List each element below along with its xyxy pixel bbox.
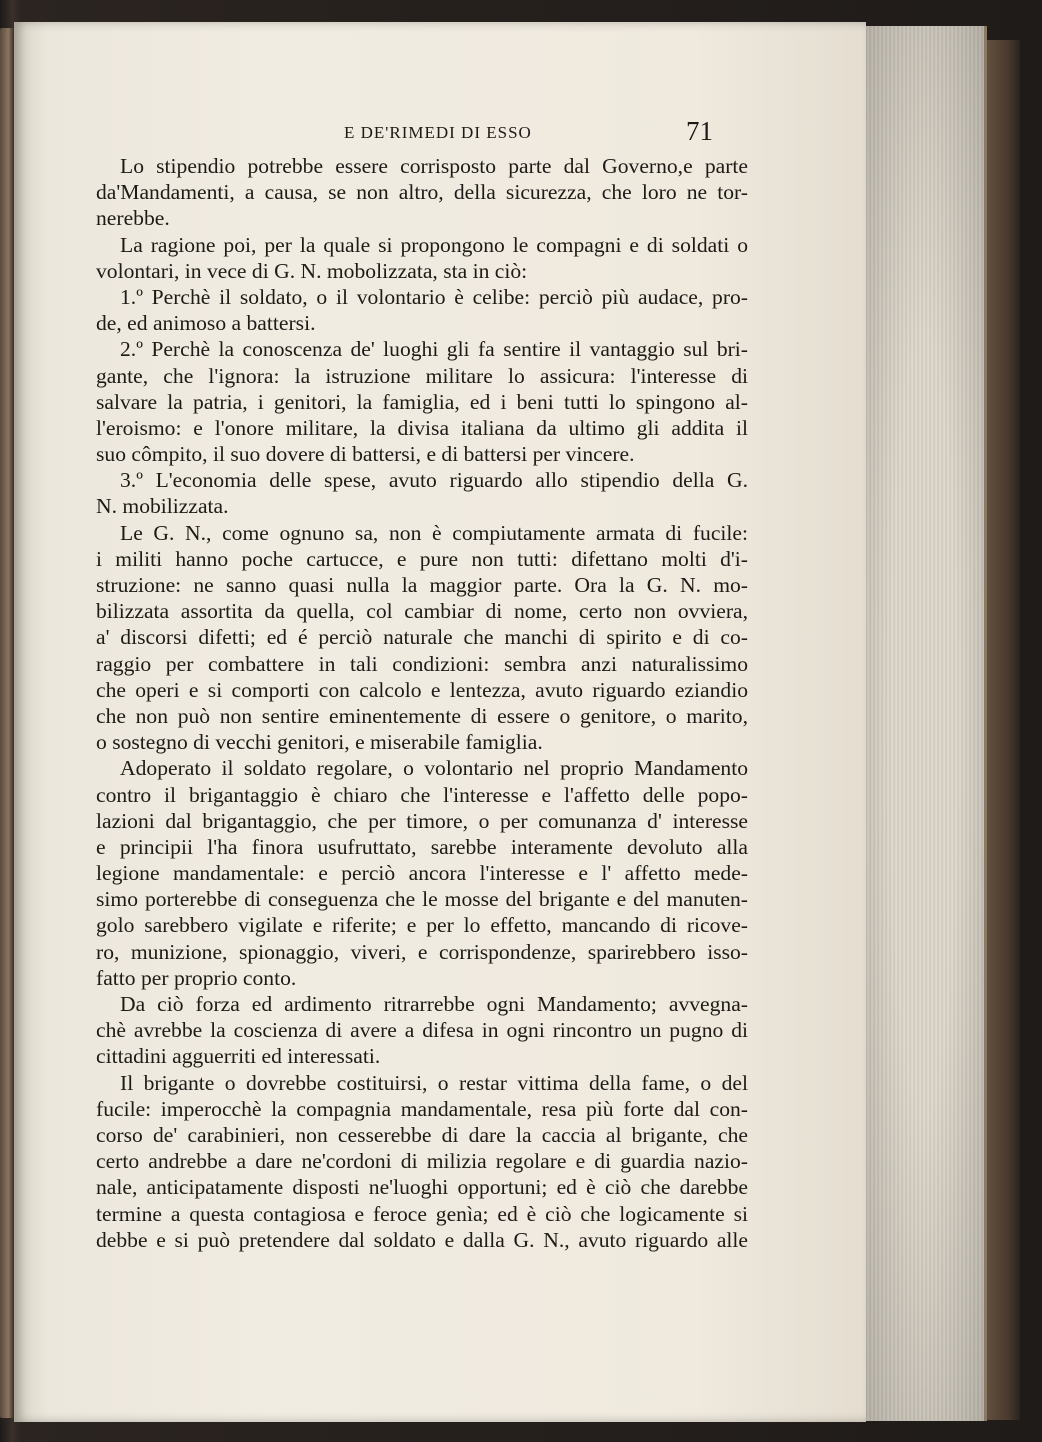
text-line: nale, anticipatamente disposti ne'luoghi opportuni; ed è ciò che darebbe bbox=[96, 1175, 748, 1200]
text-line: i militi hanno poche cartucce, e pure non tutti: difettano molti d'i- bbox=[96, 546, 748, 571]
text-line: La ragione poi, per la quale si propongono le compagni e di soldati o bbox=[120, 232, 748, 257]
text-line: golo sarebbero vigilate e riferite; e per lo effetto, mancando di ricove- bbox=[96, 913, 748, 938]
text-line: Da ciò forza ed ardimento ritrarrebbe ogni Mandamento; avvegna- bbox=[120, 992, 748, 1016]
text-line: 2.º Perchè la conoscenza de' luoghi gli fa sentire il vantaggio sul bri- bbox=[120, 337, 748, 362]
text-line: N. mobilizzata. bbox=[96, 494, 229, 519]
text-line: termine a questa contagiosa e feroce genìa; ed è ciò che logicamente si bbox=[96, 1201, 748, 1226]
text-line: 1.º Perchè il soldato, o il volontario è celibe: perciò più audace, pro- bbox=[120, 284, 748, 309]
text-line: da'Mandamenti, a causa, se non altro, della sicurezza, che loro ne tor- bbox=[96, 180, 748, 205]
text-line: o sostegno di vecchi genitori, e miserabile famiglia. bbox=[96, 730, 543, 755]
text-line: chè avrebbe la coscienza di avere a difesa in ogni rincontro un pugno di bbox=[96, 1018, 748, 1043]
text-line: ro, munizione, spionaggio, viveri, e corrispondenze, sparirebbero isso- bbox=[96, 939, 748, 964]
text-line: che operi e si comporti con calcolo e lentezza, avuto riguardo eziandio bbox=[96, 677, 748, 702]
running-head: E DE'RIMEDI DI ESSO bbox=[344, 123, 532, 142]
text-line: nerebbe. bbox=[96, 206, 170, 231]
text-line: Il brigante o dovrebbe costituirsi, o restar vittima della fame, o del bbox=[120, 1070, 748, 1095]
text-line: contro il brigantaggio è chiaro che l'interesse e l'affetto delle popo- bbox=[96, 782, 748, 807]
text-line: fucile: imperocchè la compagnia mandamentale, resa più forte dal con- bbox=[96, 1096, 748, 1121]
text-line: Lo stipendio potrebbe essere corrisposto parte dal Governo,e parte bbox=[120, 154, 748, 178]
left-book-cover bbox=[0, 28, 14, 1418]
text-line: bilizzata assortita da quella, col cambiar di nome, certo non ovviera, bbox=[96, 599, 748, 624]
page-header bbox=[14, 116, 866, 150]
text-line: certo andrebbe a dare ne'cordoni di milizia regolare e di guardia nazio- bbox=[96, 1149, 748, 1174]
text-line: cittadini agguerriti ed interessati. bbox=[96, 1044, 381, 1069]
text-line: raggio per combattere in tali condizioni: sembra anzi naturalissimo bbox=[96, 651, 748, 676]
page-number: 71 bbox=[686, 116, 713, 146]
text-line: a' discorsi difetti; ed é perciò naturale che manchi di spirito e di co- bbox=[96, 625, 748, 650]
text-line: Adoperato il soldato regolare, o volontario nel proprio Mandamento bbox=[120, 756, 748, 781]
text-line: legione mandamentale: e perciò ancora l'interesse e l' affetto mede- bbox=[96, 861, 748, 886]
text-line: de, ed animoso a battersi. bbox=[96, 311, 316, 336]
text-line: fatto per proprio conto. bbox=[96, 965, 297, 990]
text-line: Le G. N., come ognuno sa, non è compiutamente armata di fucile: bbox=[120, 520, 748, 545]
text-line: e principii l'ha finora usufruttato, sarebbe interamente devoluto alla bbox=[96, 834, 748, 859]
text-line: salvare la patria, i genitori, la famiglia, ed i beni tutti lo spingono al- bbox=[96, 389, 748, 414]
text-line: 3.º L'economia delle spese, avuto riguardo allo stipendio della G. bbox=[120, 468, 748, 493]
text-line: debbe e si può pretendere dal soldato e dalla G. N., avuto riguardo alle bbox=[96, 1227, 748, 1252]
text-line: struzione: ne sanno quasi nulla la maggior parte. Ora la G. N. mo- bbox=[96, 573, 748, 597]
text-line: l'eroismo: e l'onore militare, la divisa italiana da ultimo gli addita il bbox=[96, 415, 748, 440]
text-line: volontari, in vece di G. N. mobolizzata, sta in ciò: bbox=[96, 258, 528, 283]
page-edges bbox=[864, 26, 987, 1421]
text-line: che non può non sentire eminentemente di essere o genitore, o marito, bbox=[96, 703, 748, 728]
text-line: gante, che l'ignora: la istruzione militare lo assicura: l'interesse di bbox=[96, 363, 748, 388]
text-line: suo cômpito, il suo dovere di battersi, e di battersi per vincere. bbox=[96, 442, 635, 467]
text-line: corso de' carabinieri, non cesserebbe di dare la caccia al brigante, che bbox=[96, 1122, 748, 1147]
body-text bbox=[96, 153, 748, 1253]
text-line: lazioni dal brigantaggio, che per timore, o per comunanza d' interesse bbox=[96, 808, 748, 833]
text-line: simo porterebbe di conseguenza che le mosse del brigante e del manuten- bbox=[96, 887, 748, 912]
